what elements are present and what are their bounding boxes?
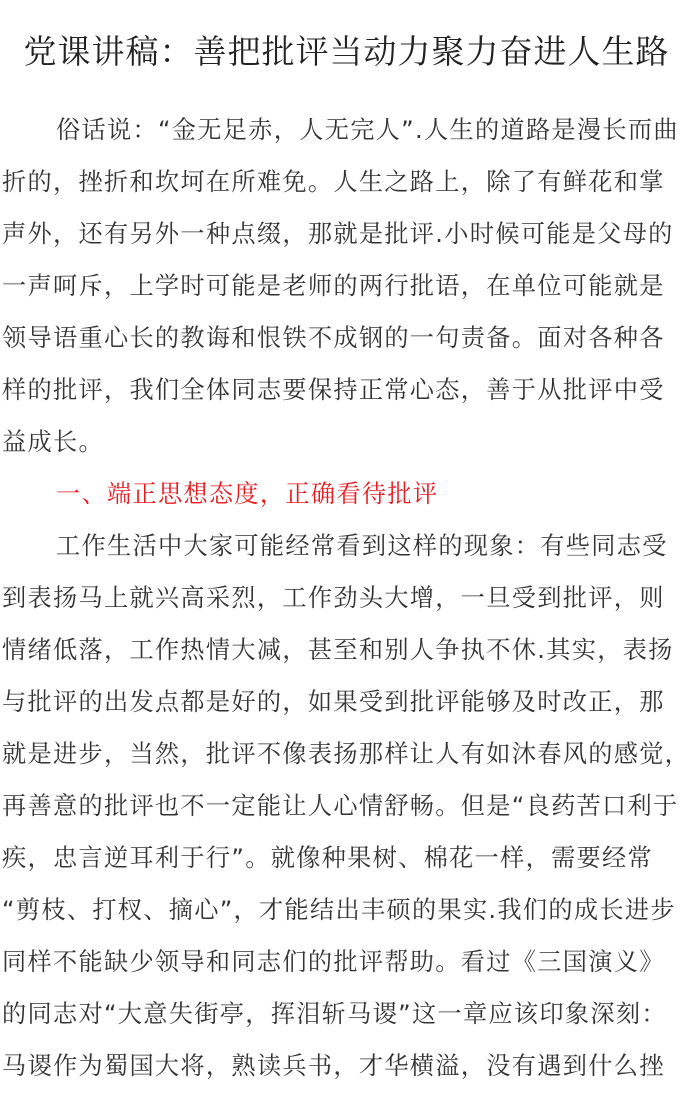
- text-line: 一声呵斥，上学时可能是老师的两行批语，在单位可能就是: [2, 272, 665, 300]
- text-line: 益成长。: [2, 428, 104, 456]
- text-line: 同样不能缺少领导和同志们的批评帮助。看过《三国演义》: [2, 948, 665, 976]
- paragraph-intro: [2, 104, 693, 468]
- text-line: 样的批评，我们全体同志要保持正常心态，善于从批评中受: [2, 376, 665, 404]
- text-line: 疾，忠言逆耳利于行”。就像种果树、棉花一样，需要经常: [2, 844, 654, 872]
- text-line: 的同志对“大意失街亭，挥泪斩马谡”这一章应该印象深刻：: [2, 1000, 667, 1028]
- section-heading-text: 一、端正思想态度，正确看待批评: [56, 480, 439, 508]
- text-line: 就是进步，当然，批评不像表扬那样让人有如沐春风的感觉，: [2, 740, 691, 768]
- text-line: 情绪低落，工作热情大减，甚至和别人争执不休.其实，表扬: [2, 636, 674, 664]
- article-title: 党课讲稿：善把批评当动力聚力奋进人生路: [23, 32, 670, 71]
- text-line: 俗话说：“金无足赤，人无完人”.人生的道路是漫长而曲: [56, 116, 679, 144]
- text-line: 领导语重心长的教诲和恨铁不成钢的一句责备。面对各种各: [2, 324, 665, 352]
- section-heading: [2, 468, 693, 520]
- text-line: 再善意的批评也不一定能让人心情舒畅。但是“良药苦口利于: [2, 792, 679, 820]
- text-line: 声外，还有另外一种点缀，那就是批评.小时候可能是父母的: [2, 220, 674, 248]
- article-body: [2, 104, 693, 1092]
- text-line: 马谡作为蜀国大将，熟读兵书，才华横溢，没有遇到什么挫: [2, 1052, 665, 1080]
- text-line: “剪枝、打杈、摘心”，才能结出丰硕的果实.我们的成长进步: [2, 896, 676, 924]
- text-line: 工作生活中大家可能经常看到这样的现象：有些同志受: [56, 532, 668, 560]
- text-line: 折的，挫折和坎坷在所难免。人生之路上，除了有鲜花和掌: [2, 168, 665, 196]
- text-line: 到表扬马上就兴高采烈，工作劲头大增，一旦受到批评，则: [2, 584, 665, 612]
- paragraph-section-1: [2, 520, 693, 1092]
- text-line: 与批评的出发点都是好的，如果受到批评能够及时改正，那: [2, 688, 665, 716]
